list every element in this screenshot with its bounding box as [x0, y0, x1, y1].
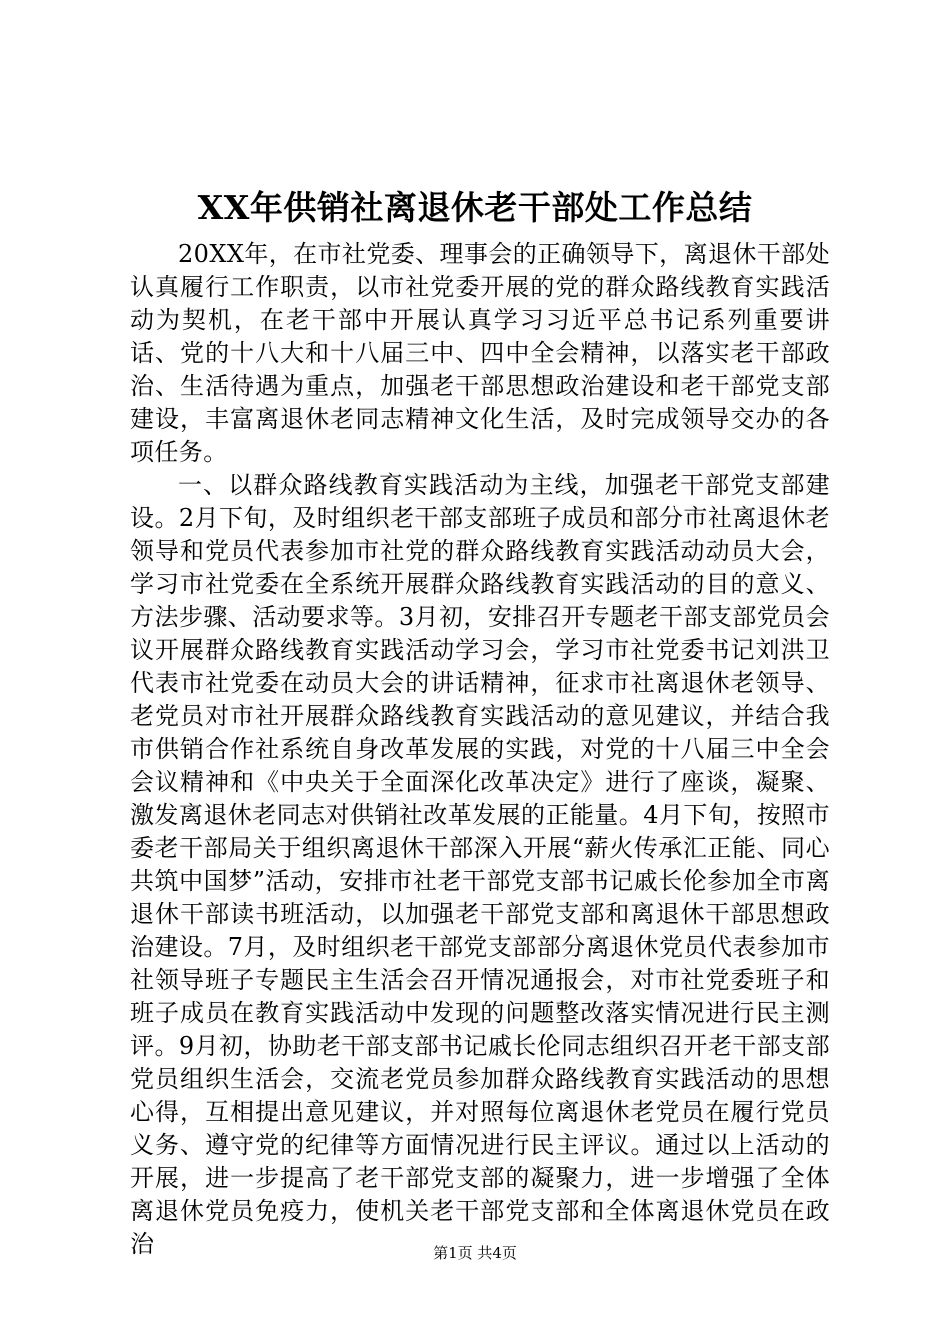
section-one-paragraph: 一、以群众路线教育实践活动为主线，加强老干部党支部建设。2月下旬，及时组织老干部支部班子成员和部分市社离退休老领导和党员代表参加市社党的群众路线教育实践活动动员大会，学习市社党委在全系统开展群众路线教育实践活动的目的意义、方法步骤、活动要求等。3月初，安排召开专题老干部支部党员会议开展群众路线教育实践活动学习会，学习市社党委书记刘洪卫代表市社党委在动员大会的讲话精神，征求市社离退休老领导、老党员对市社开展群众路线教育实践活动的意见建议，并结合我市供销合作社系统自身改革发展的实践，对党的十八届三中全会会议精神和《中央关于全面深化改革决定》进行了座谈，凝聚、激发离退休老同志对供销社改革发展的正能量。4月下旬，按照市委老干部局关于组织离退休干部深入开展“薪火传承汇正能、同心共筑中国梦”活动，安排市社老干部党支部书记戚长伦参加全市离退休干部读书班活动，以加强老干部党支部和离退休干部思想政治建设。7月，及时组织老干部党支部部分离退休党员代表参加市社领导班子专题民主生活会召开情况通报会，对市社党委班子和班子成员在教育实践活动中发现的问题整改落实情况进行民主测评。9月初，协助老干部支部书记戚长伦同志组织召开老干部支部党员组织生活会，交流老党员参加群众路线教育实践活动的思想心得，互相提出意见建议，并对照每位离退休老党员在履行党员义务、遵守党的纪律等方面情况进行民主评议。通过以上活动的开展，进一步提高了老干部党支部的凝聚力，进一步增强了全体离退休党员免疫力，使机关老干部党支部和全体离退休党员在政治	[130, 471, 830, 1258]
intro-paragraph: 20XX年，在市社党委、理事会的正确领导下，离退休干部处认真履行工作职责，以市社党委开展的党的群众路线教育实践活动为契机，在老干部中开展认真学习习近平总书记系列重要讲话、党的十八大和十八届三中、四中全会精神，以落实老干部政治、生活待遇为重点，加强老干部思想政治建设和老干部党支部建设，丰富离退休老同志精神文化生活，及时完成领导交办的各项任务。	[130, 240, 830, 466]
document-title: XX年供销社离退休老干部处工作总结	[197, 188, 753, 227]
document-body	[130, 238, 830, 1261]
page-number-footer: 第1页 共4页	[433, 1244, 517, 1262]
